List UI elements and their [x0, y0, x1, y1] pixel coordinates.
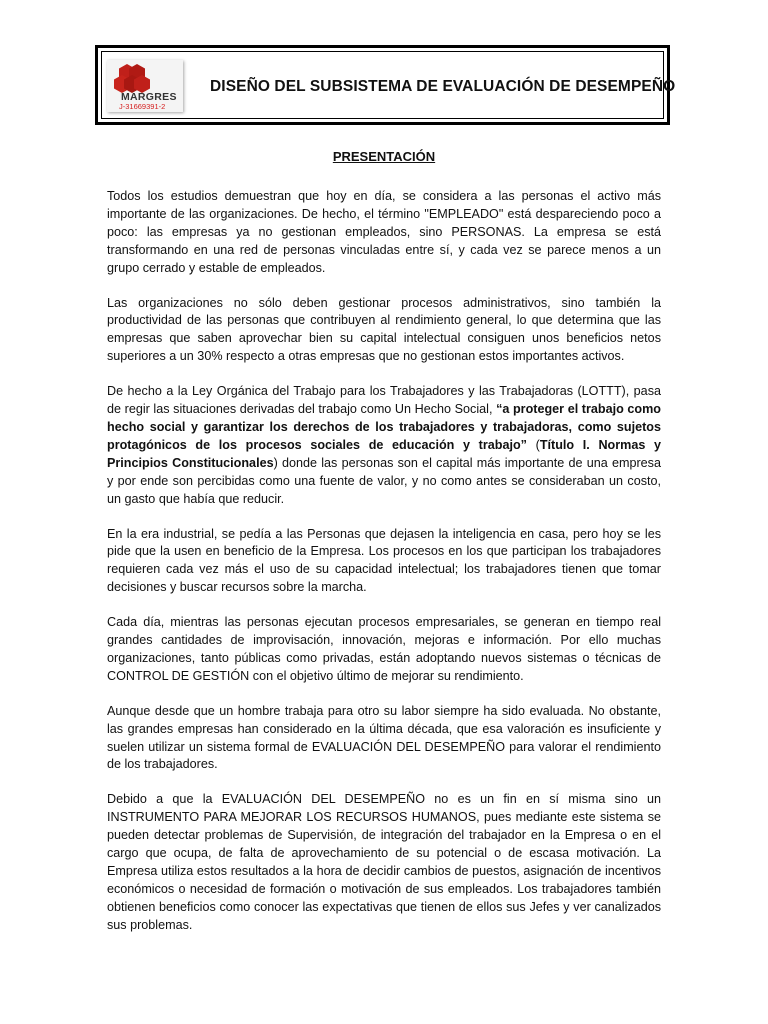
- paragraph-3: [107, 383, 661, 508]
- paragraph-1: Todos los estudios demuestran que hoy en día, se considera a las personas el activo más importante de las organizaciones. De hecho, el término "EMPLEADO" está despareciendo poco a poco: las empresas ya no gestionan empleados, sino PERSONAS. La empresa se está transformando en una red de personas vinculadas entre sí, y cada vez se parece menos a un grupo cerrado y estable de empleados.: [107, 189, 661, 275]
- logo-rif: J-31669391-2: [119, 102, 166, 111]
- paragraph-3-open-paren: (: [526, 437, 540, 452]
- paragraph-3-rest: ) donde las personas son el capital más importante de una empresa y por ende son percibidas como una fuente de valor, y no como antes se consideraban un costo, un gasto que había que reducir.: [107, 455, 661, 506]
- company-logo: [107, 60, 183, 112]
- header-inner-frame: [101, 51, 676, 119]
- header-box: [95, 45, 676, 125]
- paragraph-3-citation: Título I. Normas y Principios Constitucionales: [107, 437, 662, 470]
- document-title: DISEÑO DEL SUBSISTEMA DE EVALUACIÓN DE DESEMPEÑO: [210, 78, 676, 95]
- hexagon-logo-icon: [107, 60, 183, 112]
- logo-name: MARGRES: [121, 91, 177, 103]
- section-title: PRESENTACIÓN: [332, 149, 436, 164]
- paragraph-3-quote: “a proteger el trabajo como hecho social y garantizar los derechos de los trabajadores y trabajadoras, como sujetos protagónicos de los procesos sociales de educación y trabajo”: [107, 402, 661, 452]
- paragraph-5: Cada día, mientras las personas ejecutan procesos empresariales, se generan en tiempo real grandes cantidades de improvisación, innovación, mejoras e información. Por ello muchas organizaciones, tanto públicas como privadas, están adoptando nuevos sistemas o técnicas de CONTROL DE GESTIÓN con el objetivo último de mejorar su rendimiento.: [107, 615, 661, 683]
- paragraph-7: Debido a que la EVALUACIÓN DEL DESEMPEÑO no es un fin en sí misma sino un INSTRUMENTO PARA MEJORAR LOS RECURSOS HUMANOS, pues mediante este sistema se pueden detectar problemas de Supervisión, de integración del trabajador en la Empresa o en el cargo que ocupa, de falta de aprovechamiento de su potencial o de escasa motivación. La Empresa utiliza estos resultados a la hora de decidir cambios de puestos, asignación de incentivos económicos o necesidad de formación o motivación de sus empleados. Los trabajadores también obtienen beneficios como conocer las expectativas que tienen de ellos sus Jefes y ver canalizados sus problemas.: [107, 792, 661, 932]
- document-body: [107, 188, 661, 952]
- paragraph-4: En la era industrial, se pedía a las Personas que dejasen la inteligencia en casa, pero hoy se les pide que la usen en beneficio de la Empresa. Los procesos en los que participan los trabajadores requieren cada vez más el uso de su capacidad intelectual; los trabajadores tienen que tomar decisiones y buscar recursos sobre la marcha.: [107, 526, 661, 595]
- paragraph-3-intro: De hecho a la Ley Orgánica del Trabajo para los Trabajadores y las Trabajadoras (LOTTT), pasa de regir las situaciones derivadas del trabajo como Un Hecho Social,: [107, 384, 661, 417]
- paragraph-2: Las organizaciones no sólo deben gestionar procesos administrativos, sino también la productividad de las personas que contribuyen al rendimiento general, lo que determina que las empresas que saben aprovechar bien su capital intelectual consiguen unos beneficios netos superiores a un 30% respecto a otras empresas que no gestionan estos importantes activos.: [107, 295, 661, 364]
- paragraph-6: Aunque desde que un hombre trabaja para otro su labor siempre ha sido evaluada. No obstante, las grandes empresas han considerado en la última década, que esa valoración es insuficiente y suelen utilizar un sistema formal de EVALUACIÓN DEL DESEMPEÑO para valorar el rendimiento de los trabajadores.: [107, 703, 661, 772]
